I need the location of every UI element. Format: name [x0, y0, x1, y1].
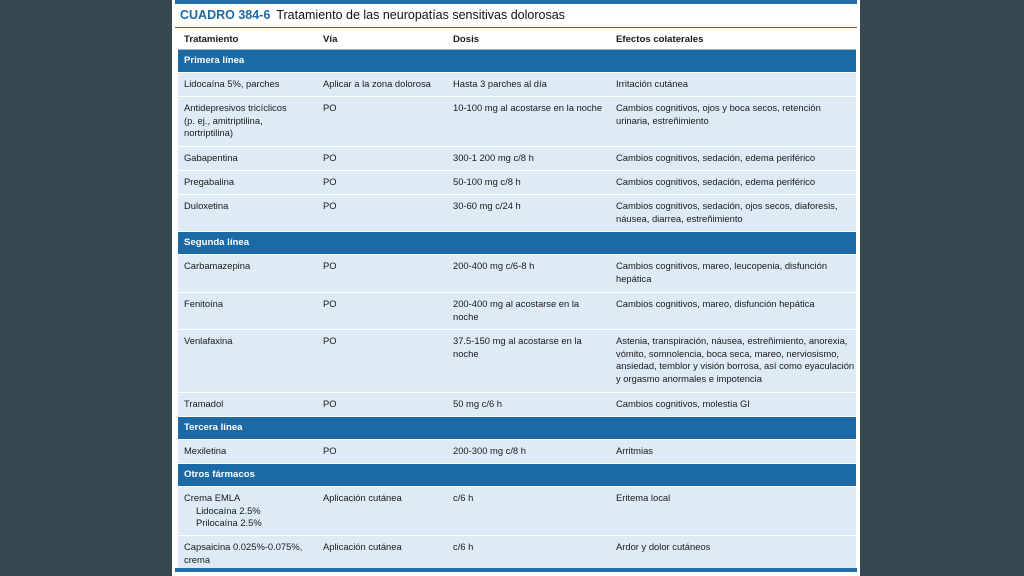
cell-route: PO: [323, 335, 337, 346]
cell-dose: 50-100 mg c/8 h: [453, 176, 521, 187]
table-row: [178, 171, 856, 195]
cell-drug: Mexiletina: [184, 445, 227, 456]
table-row: [178, 487, 856, 536]
cell-drug: Pregabalina: [184, 176, 235, 187]
cell-effects: Astenia, transpiración, náusea, estreñimiento, anorexia, vómito, somnolencia, boca seca, mareo, nerviosismo, ansiedad, temblor y visión borrosa, así como eyaculación y orgasmo anormales e impotencia: [616, 335, 855, 384]
section-title: Tercera línea: [184, 422, 243, 433]
cell-dose: Hasta 3 parches al día: [453, 78, 547, 89]
cell-drug: Fenitoína: [184, 298, 224, 309]
cell-drug-name: Crema EMLA: [184, 492, 241, 503]
cell-drug: [184, 492, 314, 530]
cell-route: Aplicación cutánea: [323, 541, 402, 552]
cell-drug-component: Lidocaína 2.5%: [196, 504, 261, 516]
cell-drug: Capsaicina 0.025%-0.075%, crema: [184, 541, 303, 565]
cell-effects: Cambios cognitivos, ojos y boca secos, retención urinaria, estreñimiento: [616, 102, 821, 126]
header-row: [178, 29, 856, 50]
cell-drug: Lidocaína 5%, parches: [184, 78, 280, 89]
cell-dose: 30-60 mg c/24 h: [453, 200, 521, 211]
cell-effects: Eritema local: [616, 492, 671, 503]
cell-route: PO: [323, 152, 337, 163]
table-row: [178, 147, 856, 171]
cell-effects: Cambios cognitivos, mareo, leucopenia, disfunción hepática: [616, 260, 828, 284]
cell-route: Aplicar a la zona dolorosa: [323, 78, 431, 89]
cell-route: PO: [323, 176, 337, 187]
cell-dose: c/6 h: [453, 541, 474, 552]
cell-effects: Cambios cognitivos, sedación, edema periférico: [616, 176, 816, 187]
cell-route: Aplicación cutánea: [323, 492, 402, 503]
table-code: CUADRO 384-6: [180, 8, 271, 22]
cell-drug: Duloxetina: [184, 200, 229, 211]
cell-effects: Cambios cognitivos, sedación, ojos secos, diaforesis, náusea, diarrea, estreñimiento: [616, 200, 838, 224]
table-row: [178, 255, 856, 293]
table-row: [178, 536, 856, 572]
cell-dose: c/6 h: [453, 492, 474, 503]
table-row: [178, 293, 856, 330]
cell-dose: 200-400 mg al acostarse en la noche: [453, 298, 580, 322]
cell-drug: Carbamazepina: [184, 260, 251, 271]
cell-route: PO: [323, 200, 337, 211]
cell-effects: Cambios cognitivos, sedación, edema periférico: [616, 152, 816, 163]
cell-drug: Antidepresivos tricíclicos (p. ej., amitriptilina, nortriptilina): [184, 102, 287, 138]
title-rule: [175, 27, 857, 28]
section-header: [178, 417, 856, 440]
cell-dose: 10-100 mg al acostarse en la noche: [453, 102, 603, 113]
table-title-text: Tratamiento de las neuropatías sensitivas dolorosas: [276, 8, 565, 22]
cell-drug-component: Prilocaína 2.5%: [196, 517, 262, 528]
cell-effects: Arritmias: [616, 445, 653, 456]
section-header: [178, 232, 856, 255]
column-header-via: Vía: [323, 34, 338, 45]
cell-dose: 200-300 mg c/8 h: [453, 445, 526, 456]
table-title: [180, 8, 565, 22]
bottom-rule: [175, 568, 857, 572]
section-title: Primera línea: [184, 55, 245, 66]
column-header-dosis: Dosis: [453, 34, 480, 45]
table-row: [178, 440, 856, 464]
cell-effects: Irritación cutánea: [616, 78, 688, 89]
table-row: [178, 97, 856, 147]
column-header-tratamiento: Tratamiento: [184, 34, 239, 45]
cell-drug: Gabapentina: [184, 152, 238, 163]
column-header-efectos: Efectos colaterales: [616, 34, 704, 45]
section-title: Otros fármacos: [184, 469, 255, 480]
top-rule: [175, 0, 857, 4]
table-row: [178, 393, 856, 417]
cell-dose: 50 mg c/6 h: [453, 398, 502, 409]
cell-effects: Ardor y dolor cutáneos: [616, 541, 711, 552]
section-header: [178, 464, 856, 487]
cell-route: PO: [323, 298, 337, 309]
cell-dose: 300-1 200 mg c/8 h: [453, 152, 534, 163]
table-row: [178, 73, 856, 97]
cell-route: PO: [323, 398, 337, 409]
cell-route: PO: [323, 102, 337, 113]
section-header: [178, 50, 856, 73]
cell-route: PO: [323, 445, 337, 456]
treatment-table: [178, 29, 856, 572]
cell-effects: Cambios cognitivos, molestia GI: [616, 398, 750, 409]
cell-route: PO: [323, 260, 337, 271]
table-row: [178, 330, 856, 393]
section-title: Segunda línea: [184, 237, 250, 248]
cell-drug: Tramadol: [184, 398, 224, 409]
cell-drug: Venlafaxina: [184, 335, 233, 346]
cell-effects: Cambios cognitivos, mareo, disfunción hepática: [616, 298, 815, 309]
slide-page: [172, 0, 860, 576]
table-row: [178, 195, 856, 232]
cell-dose: 37.5-150 mg al acostarse en la noche: [453, 335, 582, 359]
cell-dose: 200-400 mg c/6-8 h: [453, 260, 535, 271]
